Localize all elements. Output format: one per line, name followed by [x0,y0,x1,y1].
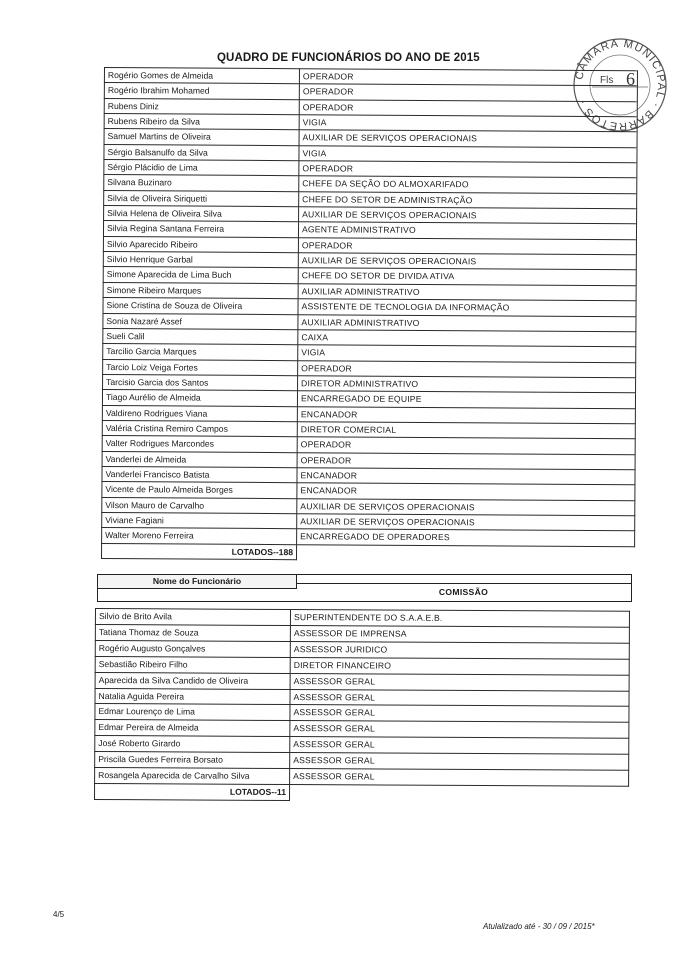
employee-role: OPERADOR [298,237,636,254]
employee-name: Rubens Diniz [104,98,299,115]
employee-name: Sueli Calil [103,328,298,345]
employee-name: José Roberto Girardo [95,736,290,753]
employees-table [101,67,638,562]
employee-name: Silvana Buzinaro [104,175,299,192]
employee-role: DIRETOR COMERCIAL [297,422,635,439]
employee-name: Samuel Martins de Oliveira [104,129,299,146]
commission-table [94,608,630,803]
employee-role: AUXILIAR ADMINISTRATIVO [298,314,636,331]
employee-name: Sebastião Ribeiro Filho [95,656,290,673]
employee-role: CAIXA [298,330,636,347]
employee-role: AUXILIAR DE SERVIÇOS OPERACIONAIS [298,253,636,270]
employee-role: AGENTE ADMINISTRATIVO [298,222,636,239]
employee-name: Rogério Ibrahim Mohamed [104,83,299,100]
employee-name: Valdireno Rodrigues Viana [102,405,297,422]
employee-role: ENCANADOR [297,406,635,423]
employee-name: Silvia de Oliveira Siriquetti [104,190,299,207]
employee-name: Sonia Nazaré Assef [103,313,298,330]
total-row [94,783,628,802]
stamp-fls-number: 6 [626,69,635,89]
employee-role: ENCANADOR [297,468,635,485]
employee-role: VIGIA [299,145,637,162]
employee-name: Silvia Helena de Oliveira Silva [104,206,299,223]
employee-name: Natalia Aguida Pereira [95,688,290,705]
employee-name: Tarcilio Garcia Marques [103,344,298,361]
employee-role: CHEFE DO SETOR DE ADMINISTRAÇÃO [299,191,637,208]
employee-name: Simone Aparecida de Lima Buch [103,267,298,284]
employee-name: Tarcio Loiz Veiga Fortes [103,359,298,376]
employee-name: Sérgio Balsanulfo da Silva [104,144,299,161]
employee-role: AUXILIAR ADMINISTRATIVO [298,284,636,301]
employee-name: Sérgio Plácidio de Lima [104,160,299,177]
employee-name: Sione Cristina de Souza de Oliveira [103,298,298,315]
employee-role: ASSISTENTE DE TECNOLOGIA DA INFORMAÇÃO [298,299,636,316]
employee-name: Edmar Pereira de Almeida [95,720,290,737]
employee-name: Edmar Lourenço de Lima [95,704,290,721]
employee-role: VIGIA [299,115,637,132]
employee-name: Vanderlei Francisco Batista [102,466,297,483]
employee-name: Silvio Henrique Garbal [103,252,298,269]
employee-role: ASSESSOR GERAL [290,721,629,739]
total-label: LOTADOS--188 [101,543,296,560]
employee-role: OPERADOR [299,161,637,178]
total-row [101,543,634,562]
employee-name: Tatiana Thomaz de Souza [95,624,290,641]
employee-role: SUPERINTENDENTE DO S.A.A.E.B. [290,610,629,628]
employee-name: Silvio Aparecido Ribeiro [103,236,298,253]
employee-name: Rubens Ribeiro da Silva [104,114,299,131]
employee-name: Simone Ribeiro Marques [103,282,298,299]
stamp-ring-text: CÂMARA MUNICIPAL · BARRETOS · [573,37,668,133]
total-label: LOTADOS--11 [94,783,289,800]
page-number: 4/5 [53,910,65,919]
employee-role: ASSESSOR GERAL [290,753,629,771]
employee-name: Silvia Regina Santana Ferreira [103,221,298,238]
employee-role: OPERADOR [297,437,635,454]
employee-role: ASSESSOR GERAL [290,689,629,707]
employee-role: CHEFE DO SETOR DE DIVIDA ATIVA [298,268,636,285]
commission-header [97,574,632,602]
employee-role: ENCARREGADO DE EQUIPE [297,391,635,408]
employee-role: OPERADOR [298,360,636,377]
employee-role: ASSESSOR GERAL [290,673,629,691]
employee-role: DIRETOR FINANCEIRO [290,657,629,675]
employee-role: ASSESSOR DE IMPRENSA [290,625,629,643]
employee-name: Valter Rodrigues Marcondes [102,436,297,453]
empty-cell [289,784,628,802]
employee-name: Tiago Aurélio de Almeida [102,390,297,407]
employee-name: Tarcisio Garcia dos Santos [103,374,298,391]
employee-role: OPERADOR [299,99,637,116]
employee-name: Vilson Mauro de Carvalho [102,497,297,514]
employee-role: DIRETOR ADMINISTRATIVO [298,376,636,393]
name-column-header: Nome do Funcionário [98,575,297,589]
employee-name: Walter Moreno Ferreira [102,528,297,545]
employee-role: CHEFE DA SEÇÃO DO ALMOXARIFADO [299,176,637,193]
employee-role: ASSESSOR JURIDICO [290,641,629,659]
employee-name: Valéria Cristina Remiro Campos [102,420,297,437]
employee-role: AUXILIAR DE SERVIÇOS OPERACIONAIS [297,514,635,531]
employee-role: ASSESSOR GERAL [290,769,629,787]
employee-role: OPERADOR [299,69,637,86]
employee-name: Vicente de Paulo Almeida Borges [102,482,297,499]
employee-name: Priscila Guedes Ferreira Borsato [95,752,290,769]
employee-role: OPERADOR [299,84,637,101]
employee-role: ENCANADOR [297,483,635,500]
empty-cell [296,544,634,561]
employee-name: Rosangela Aparecida de Carvalho Silva [95,768,290,785]
employee-role: AUXILIAR DE SERVIÇOS OPERACIONAIS [297,498,635,515]
employee-name: Aparecida da Silva Candido de Oliveira [95,672,290,689]
employee-role: AUXILIAR DE SERVIÇOS OPERACIONAIS [299,130,637,147]
employee-role: ASSESSOR GERAL [290,705,629,723]
commission-column-header: COMISSÃO [296,583,631,601]
employee-role: ENCARREGADO DE OPERADORES [297,529,635,546]
employee-role: AUXILIAR DE SERVIÇOS OPERACIONAIS [299,207,637,224]
employee-name: Rogério Gomes de Almeida [104,68,299,85]
employee-role: ASSESSOR GERAL [290,737,629,755]
employee-name: Rogério Augusto Gonçalves [95,640,290,657]
employee-role: VIGIA [298,345,636,362]
stamp-fls-label: Fls [600,75,614,86]
employee-name: Viviane Fagiani [102,512,297,529]
updated-date: Atulalizado até - 30 / 09 / 2015* [483,922,595,931]
page-title: QUADRO DE FUNCIONÁRIOS DO ANO DE 2015 [217,52,480,64]
employee-name: Silvio de Brito Avila [95,609,290,626]
employee-name: Vanderlei de Almeida [102,451,297,468]
employee-role: OPERADOR [297,452,635,469]
